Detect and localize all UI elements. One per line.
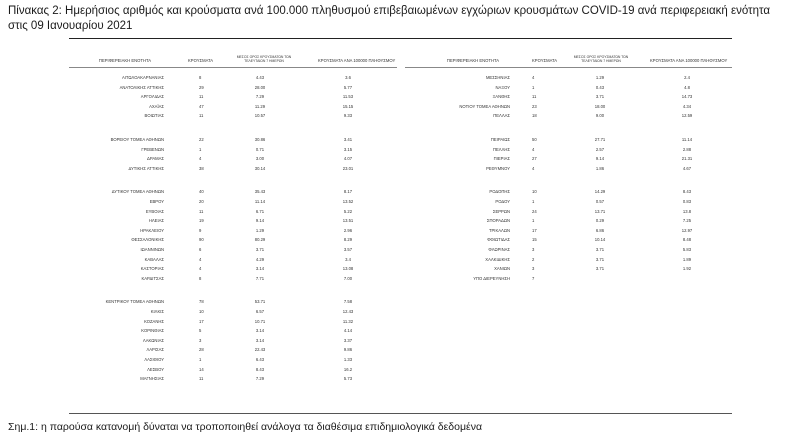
- avg-value: 4.29: [255, 256, 265, 262]
- rate-value: 5.73: [343, 376, 353, 382]
- rate-value: 0.83: [682, 199, 692, 204]
- cases-value: 78: [199, 299, 204, 305]
- cases-value: 20: [199, 199, 204, 204]
- region-name: ΔΥΤΙΚΗΣ ΑΤΤΙΚΗΣ: [128, 165, 164, 171]
- rate-value: 15.15: [342, 103, 354, 109]
- region-name: ΘΕΣΣΑΛΟΝΙΚΗΣ: [131, 237, 164, 243]
- avg-value: 6.86: [595, 227, 605, 233]
- region-name: ΛΑΡΙΣΑΣ: [146, 347, 164, 353]
- cases-value: 3: [199, 337, 202, 343]
- avg-value: 6.57: [255, 309, 265, 314]
- region-name: ΦΛΩΡΙΝΑΣ: [488, 247, 510, 252]
- header-avg: ΜΕΣΟΣ ΟΡΟΣ ΚΡΟΥΣΜΑΤΩΝ ΤΩΝ ΤΕΛΕΥΤΑΙΩΝ 7 ΗΜΕΡΩΝ: [236, 55, 292, 63]
- cases-value: 4: [199, 266, 202, 272]
- avg-value: 9.14: [595, 156, 605, 162]
- cases-value: 1: [199, 146, 202, 152]
- rate-value: 3.6: [345, 75, 351, 80]
- region-name: ΔΡΑΜΑΣ: [147, 156, 164, 162]
- cases-value: 1: [532, 218, 535, 224]
- avg-value: 10.71: [254, 318, 266, 324]
- region-name: ΤΡΙΚΑΛΩΝ: [488, 227, 510, 233]
- cases-value: 27: [532, 156, 537, 162]
- cases-value: 50: [532, 137, 537, 142]
- cases-value: 28: [199, 347, 204, 353]
- rate-value: 11.32: [342, 318, 354, 324]
- cases-value: 4: [532, 146, 535, 152]
- rate-value: 2.4: [684, 75, 690, 80]
- header-rate: ΚΡΟΥΣΜΑΤΑ ΑΝΑ 100000 ΠΛΗΘΥΣΜΟΥ: [650, 58, 728, 63]
- avg-value: 35.43: [254, 189, 266, 195]
- avg-value: 1.86: [595, 165, 605, 171]
- avg-value: 9.00: [595, 113, 605, 119]
- avg-value: 11.14: [254, 199, 266, 204]
- header-region: ΠΕΡΙΦΕΡΕΙΑΚΗ ΕΝΟΤΗΤΑ: [446, 58, 500, 63]
- rate-value: 8.43: [682, 189, 692, 195]
- cases-value: 24: [532, 208, 537, 214]
- region-name: ΕΒΡΟΥ: [149, 199, 164, 204]
- rate-value: 8.29: [343, 237, 353, 243]
- cases-value: 3: [532, 266, 535, 272]
- footnote: Σημ.1: η παρούσα κατανομή δύναται να τροποποιηθεί ανάλογα τα διαθέσιμα επιδημιολογικά δεδομένα: [8, 421, 483, 433]
- rate-value: 4.8: [684, 84, 690, 90]
- rate-value: 16.2: [343, 366, 353, 372]
- cases-value: 40: [199, 189, 204, 195]
- region-name: ΛΕΣΒΟΥ: [147, 366, 164, 372]
- cases-value: 23: [532, 103, 537, 109]
- region-name: ΚΑΒΑΛΑΣ: [144, 256, 164, 262]
- avg-value: 7.29: [255, 376, 265, 382]
- header-region: ΠΕΡΙΦΕΡΕΙΑΚΗ ΕΝΟΤΗΤΑ: [98, 58, 152, 63]
- table-right: [0, 55, 800, 418]
- cases-value: 22: [199, 137, 204, 142]
- avg-value: 3.14: [255, 337, 265, 343]
- region-name: ΚΑΡΔΙΤΣΑΣ: [141, 275, 164, 281]
- cases-value: 17: [199, 318, 204, 324]
- rate-value: 4.14: [343, 328, 353, 334]
- cases-value: 18: [532, 113, 537, 119]
- region-name: ΛΑΚΩΝΙΑΣ: [142, 337, 164, 343]
- avg-value: 7.71: [255, 275, 265, 281]
- cases-value: 47: [199, 103, 204, 109]
- rate-value: 4.07: [343, 156, 353, 162]
- avg-value: 2.57: [595, 146, 605, 152]
- region-name: ΡΟΔΟΠΗΣ: [489, 189, 510, 195]
- avg-value: 1.29: [595, 75, 605, 80]
- cases-value: 8: [199, 75, 202, 80]
- rate-value: 21.31: [681, 156, 693, 162]
- region-name: ΚΟΖΑΝΗΣ: [144, 318, 164, 324]
- avg-value: 8.43: [255, 366, 265, 372]
- avg-value: 3.71: [595, 247, 605, 252]
- cases-value: 10: [532, 189, 537, 195]
- avg-value: 80.29: [254, 237, 266, 243]
- cases-value: 1: [532, 84, 535, 90]
- rate-value: 3.41: [343, 137, 353, 142]
- rate-value: 13.51: [342, 218, 354, 224]
- region-name: ΒΟΡΕΙΟΥ ΤΟΜΕΑ ΑΘΗΝΩΝ: [110, 137, 164, 142]
- cases-value: 7: [532, 275, 535, 281]
- rate-value: 1.89: [682, 256, 692, 262]
- region-name: ΔΥΤΙΚΟΥ ΤΟΜΕΑ ΑΘΗΝΩΝ: [111, 189, 164, 195]
- region-name: ΧΑΛΚΙΔΙΚΗΣ: [485, 256, 510, 262]
- region-name: ΚΙΛΚΙΣ: [150, 309, 164, 314]
- avg-value: 3.71: [255, 247, 265, 252]
- cases-value: 5: [199, 328, 202, 334]
- cases-value: 11: [199, 94, 204, 100]
- avg-value: 3.71: [595, 256, 605, 262]
- cases-value: 90: [199, 237, 204, 243]
- region-name: ΛΑΣΙΘΙΟΥ: [144, 357, 164, 362]
- region-name: ΠΕΛΛΗΣ: [492, 146, 510, 152]
- header-cases: ΚΡΟΥΣΜΑΤΑ: [532, 58, 558, 63]
- header-avg: ΜΕΣΟΣ ΟΡΟΣ ΚΡΟΥΣΜΑΤΩΝ ΤΩΝ ΤΕΛΕΥΤΑΙΩΝ 7 ΗΜΕΡΩΝ: [573, 55, 629, 63]
- avg-value: 0.57: [595, 199, 605, 204]
- rate-value: 1.33: [343, 357, 353, 362]
- rate-value: 5.22: [343, 208, 353, 214]
- rate-value: 13.52: [342, 199, 354, 204]
- region-name: ΚΟΡΙΝΘΙΑΣ: [141, 328, 164, 334]
- rate-value: 5.77: [343, 84, 353, 90]
- region-name: ΓΡΕΒΕΝΩΝ: [141, 146, 164, 152]
- avg-value: 4.43: [255, 75, 265, 80]
- cases-value: 2: [532, 256, 535, 262]
- region-name: ΧΑΝΙΩΝ: [494, 266, 510, 272]
- rate-value: 13.08: [342, 266, 354, 272]
- cases-value: 6: [199, 247, 202, 252]
- region-name: ΠΙΕΡΙΑΣ: [493, 156, 510, 162]
- rate-value: 9.33: [343, 113, 353, 119]
- region-name: ΦΘΙΩΤΙΔΑΣ: [487, 237, 510, 243]
- rate-value: 8.17: [343, 189, 353, 195]
- avg-value: 22.43: [254, 347, 266, 353]
- avg-value: 27.71: [594, 137, 606, 142]
- avg-value: 30.14: [254, 165, 266, 171]
- cases-value: 19: [199, 218, 204, 224]
- rate-value: 9.86: [343, 347, 353, 353]
- cases-value: 4: [532, 75, 535, 80]
- rate-value: 14.73: [681, 94, 693, 100]
- rate-value: 11.14: [681, 137, 693, 142]
- cases-value: 29: [199, 84, 204, 90]
- avg-value: 14.29: [594, 189, 606, 195]
- avg-value: 9.14: [255, 218, 265, 224]
- cases-value: 4: [199, 156, 202, 162]
- cases-value: 11: [199, 376, 204, 382]
- region-name: ΝΑΞΟΥ: [495, 84, 510, 90]
- avg-value: 28.00: [254, 84, 266, 90]
- rate-value: 12.97: [681, 227, 693, 233]
- rate-value: 3.4: [345, 256, 351, 262]
- region-name: ΑΝΑΤΟΛΙΚΗΣ ΑΤΤΙΚΗΣ: [119, 84, 164, 90]
- region-name: ΜΕΣΣΗΝΙΑΣ: [485, 75, 510, 80]
- cases-value: 17: [532, 227, 537, 233]
- avg-value: 3.71: [595, 94, 605, 100]
- bottom-divider: [69, 413, 732, 414]
- region-name: ΜΑΓΝΗΣΙΑΣ: [140, 376, 164, 382]
- rate-value: 11.53: [342, 94, 354, 100]
- avg-value: 3.14: [255, 328, 265, 334]
- header-underline: [405, 67, 732, 68]
- region-name: ΝΟΤΙΟΥ ΤΟΜΕΑ ΑΘΗΝΩΝ: [459, 103, 510, 109]
- avg-value: 18.00: [594, 103, 606, 109]
- avg-value: 10.57: [254, 113, 266, 119]
- avg-value: 11.29: [254, 103, 266, 109]
- rate-value: 12.59: [681, 113, 693, 119]
- cases-value: 14: [199, 366, 204, 372]
- cases-value: 15: [532, 237, 537, 243]
- rate-value: 1.92: [682, 266, 692, 272]
- region-name: ΑΡΓΟΛΙΔΑΣ: [140, 94, 164, 100]
- cases-value: 3: [532, 247, 535, 252]
- cases-value: 10: [199, 309, 204, 314]
- cases-value: 9: [199, 227, 202, 233]
- region-name: ΣΠΟΡΑΔΩΝ: [486, 218, 510, 224]
- region-name: ΑΧΑΪΑΣ: [149, 103, 164, 109]
- rate-value: 4.34: [682, 103, 692, 109]
- header-rate: ΚΡΟΥΣΜΑΤΑ ΑΝΑ 100000 ΠΛΗΘΥΣΜΟΥ: [318, 58, 396, 63]
- cases-value: 8: [199, 275, 202, 281]
- cases-value: 4: [199, 256, 202, 262]
- rate-value: 2.88: [682, 146, 692, 152]
- avg-value: 7.29: [255, 94, 265, 100]
- region-name: ΡΕΘΥΜΝΟΥ: [486, 165, 510, 171]
- cases-value: 11: [199, 208, 204, 214]
- region-name: ΑΙΤΩΛΟΑΚΑΡΝΑΝΙΑΣ: [121, 75, 164, 80]
- cases-value: 11: [199, 113, 204, 119]
- header-cases: ΚΡΟΥΣΜΑΤΑ: [188, 58, 214, 63]
- avg-value: 53.71: [254, 299, 266, 305]
- region-name: ΡΟΔΟΥ: [495, 199, 510, 204]
- avg-value: 3.00: [255, 156, 265, 162]
- avg-value: 6.43: [255, 357, 265, 362]
- region-name: ΗΛΕΙΑΣ: [148, 218, 164, 224]
- rate-value: 2.96: [343, 227, 353, 233]
- region-name: ΠΕΛΛΑΣ: [493, 113, 510, 119]
- page-title: Πίνακας 2: Ημερήσιος αριθμός και κρούσματα ανά 100.000 πληθυσμού επιβεβαιωμένων εγχώριων κρουσμάτων COVID-19 ανά περιφερειακή ενότητα στις 09 Ιανουαρίου 2021: [8, 5, 771, 32]
- rate-value: 12.43: [342, 309, 354, 314]
- rate-value: 4.67: [682, 165, 692, 171]
- rate-value: 7.00: [343, 275, 353, 281]
- rate-value: 3.37: [343, 337, 353, 343]
- avg-value: 3.14: [255, 266, 265, 272]
- rate-value: 7.58: [343, 299, 353, 305]
- region-name: ΞΑΝΘΗΣ: [492, 94, 510, 100]
- rate-value: 5.83: [682, 247, 692, 252]
- region-name: ΠΕΙΡΑΙΩΣ: [490, 137, 510, 142]
- avg-value: 0.29: [595, 218, 605, 224]
- avg-value: 30.86: [254, 137, 266, 142]
- cases-value: 38: [199, 165, 204, 171]
- region-name: ΙΩΑΝΝΙΝΩΝ: [140, 247, 164, 252]
- region-name: ΣΕΡΡΩΝ: [492, 208, 510, 214]
- region-name: ΕΥΒΟΙΑΣ: [145, 208, 164, 214]
- rate-value: 8.48: [682, 237, 692, 243]
- rate-value: 3.15: [343, 146, 353, 152]
- region-name: ΗΡΑΚΛΕΙΟΥ: [140, 227, 164, 233]
- rate-value: 7.25: [682, 218, 692, 224]
- cases-value: 4: [532, 165, 535, 171]
- avg-value: 10.14: [594, 237, 606, 243]
- avg-value: 13.71: [594, 208, 606, 214]
- avg-value: 1.29: [255, 227, 265, 233]
- region-name: ΚΕΝΤΡΙΚΟΥ ΤΟΜΕΑ ΑΘΗΝΩΝ: [105, 299, 164, 305]
- rate-value: 23.01: [342, 165, 354, 171]
- cases-value: 1: [199, 357, 202, 362]
- avg-value: 3.71: [595, 266, 605, 272]
- rate-value: 3.57: [343, 247, 353, 252]
- rate-value: 13.8: [682, 208, 692, 214]
- region-name: ΥΠΟ ΔΙΕΡΕΥΝΗΣΗ: [473, 275, 510, 281]
- cases-value: 1: [532, 199, 535, 204]
- avg-value: 0.43: [595, 84, 605, 90]
- avg-value: 6.71: [255, 208, 265, 214]
- top-divider: [69, 38, 732, 39]
- region-name: ΚΑΣΤΟΡΙΑΣ: [140, 266, 164, 272]
- avg-value: 0.71: [255, 146, 265, 152]
- region-name: ΒΟΙΩΤΙΑΣ: [144, 113, 164, 119]
- cases-value: 11: [532, 94, 537, 100]
